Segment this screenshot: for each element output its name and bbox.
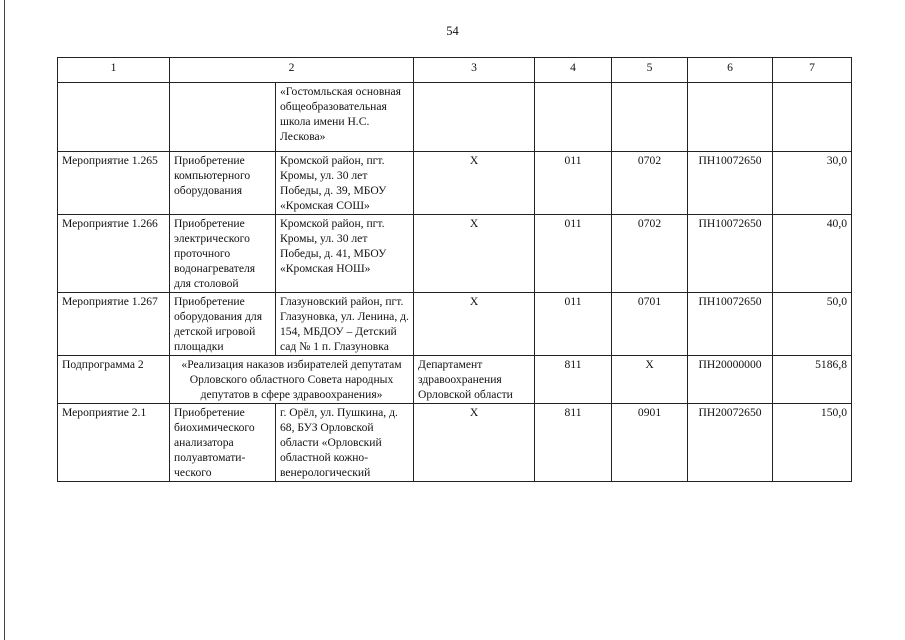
section-cell: 0702 [612, 215, 688, 293]
event-cell [58, 83, 170, 152]
header-row [58, 58, 852, 83]
address-cell: «Гостомльская основная общеобразовательная школа имени Н.С. Лескова» [276, 83, 414, 152]
executor-cell: Х [414, 293, 535, 356]
executor-cell: Х [414, 215, 535, 293]
left-margin-line [4, 0, 5, 640]
column-header-6: 6 [688, 58, 773, 83]
subprogram-title-cell: «Реализация наказов избирателей депутатам Орловского областного Совета народных депутатов в сфере здравоохранения» [170, 356, 414, 404]
table-row [58, 152, 852, 215]
description-cell [170, 83, 276, 152]
subprogram-cell: Подпрограмма 2 [58, 356, 170, 404]
target-article-cell: ПН10072650 [688, 293, 773, 356]
section-cell: 0901 [612, 404, 688, 482]
amount-cell: 50,0 [773, 293, 852, 356]
address-cell: Глазуновский район, пгт. Глазуновка, ул. Ленина, д. 154, МБДОУ – Детский сад № 1 п. Глазуновка [276, 293, 414, 356]
code-cell [535, 83, 612, 152]
column-header-3: 3 [414, 58, 535, 83]
target-article-cell: ПН10072650 [688, 152, 773, 215]
table-row [58, 293, 852, 356]
column-header-5: 5 [612, 58, 688, 83]
amount-cell: 150,0 [773, 404, 852, 482]
column-header-4: 4 [535, 58, 612, 83]
amount-cell: 30,0 [773, 152, 852, 215]
address-cell: г. Орёл, ул. Пушкина, д. 68, БУЗ Орловской области «Орловский областной кожно-венерологический [276, 404, 414, 482]
address-cell: Кромской район, пгт. Кромы, ул. 30 лет Победы, д. 41, МБОУ «Кромская НОШ» [276, 215, 414, 293]
section-cell: 0701 [612, 293, 688, 356]
subprogram-row [58, 356, 852, 404]
event-cell: Мероприятие 1.265 [58, 152, 170, 215]
executor-cell: Х [414, 152, 535, 215]
code-cell: 011 [535, 152, 612, 215]
column-header-2: 2 [170, 58, 414, 83]
description-cell: Приобретение электрического проточного водонагревателя для столовой [170, 215, 276, 293]
code-cell: 011 [535, 215, 612, 293]
event-cell: Мероприятие 1.267 [58, 293, 170, 356]
target-article-cell: ПН20072650 [688, 404, 773, 482]
event-cell: Мероприятие 2.1 [58, 404, 170, 482]
description-cell: Приобретение биохимического анализатора полуавтомати-ческого [170, 404, 276, 482]
description-cell: Приобретение компьютерного оборудования [170, 152, 276, 215]
column-header-1: 1 [58, 58, 170, 83]
table-row [58, 83, 852, 152]
description-cell: Приобретение оборудования для детской игровой площадки [170, 293, 276, 356]
section-cell [612, 83, 688, 152]
section-cell: Х [612, 356, 688, 404]
amount-cell: 40,0 [773, 215, 852, 293]
amount-cell [773, 83, 852, 152]
section-cell: 0702 [612, 152, 688, 215]
code-cell: 011 [535, 293, 612, 356]
event-cell: Мероприятие 1.266 [58, 215, 170, 293]
target-article-cell [688, 83, 773, 152]
executor-cell [414, 83, 535, 152]
page-number: 54 [446, 24, 459, 38]
column-header-7: 7 [773, 58, 852, 83]
table-row [58, 215, 852, 293]
address-cell: Кромской район, пгт. Кромы, ул. 30 лет Победы, д. 39, МБОУ «Кромская СОШ» [276, 152, 414, 215]
amount-cell: 5186,8 [773, 356, 852, 404]
target-article-cell: ПН10072650 [688, 215, 773, 293]
target-article-cell: ПН20000000 [688, 356, 773, 404]
table-row [58, 404, 852, 482]
code-cell: 811 [535, 404, 612, 482]
executor-cell: Департамент здравоохранения Орловской области [414, 356, 535, 404]
code-cell: 811 [535, 356, 612, 404]
executor-cell: Х [414, 404, 535, 482]
budget-table [57, 57, 852, 482]
